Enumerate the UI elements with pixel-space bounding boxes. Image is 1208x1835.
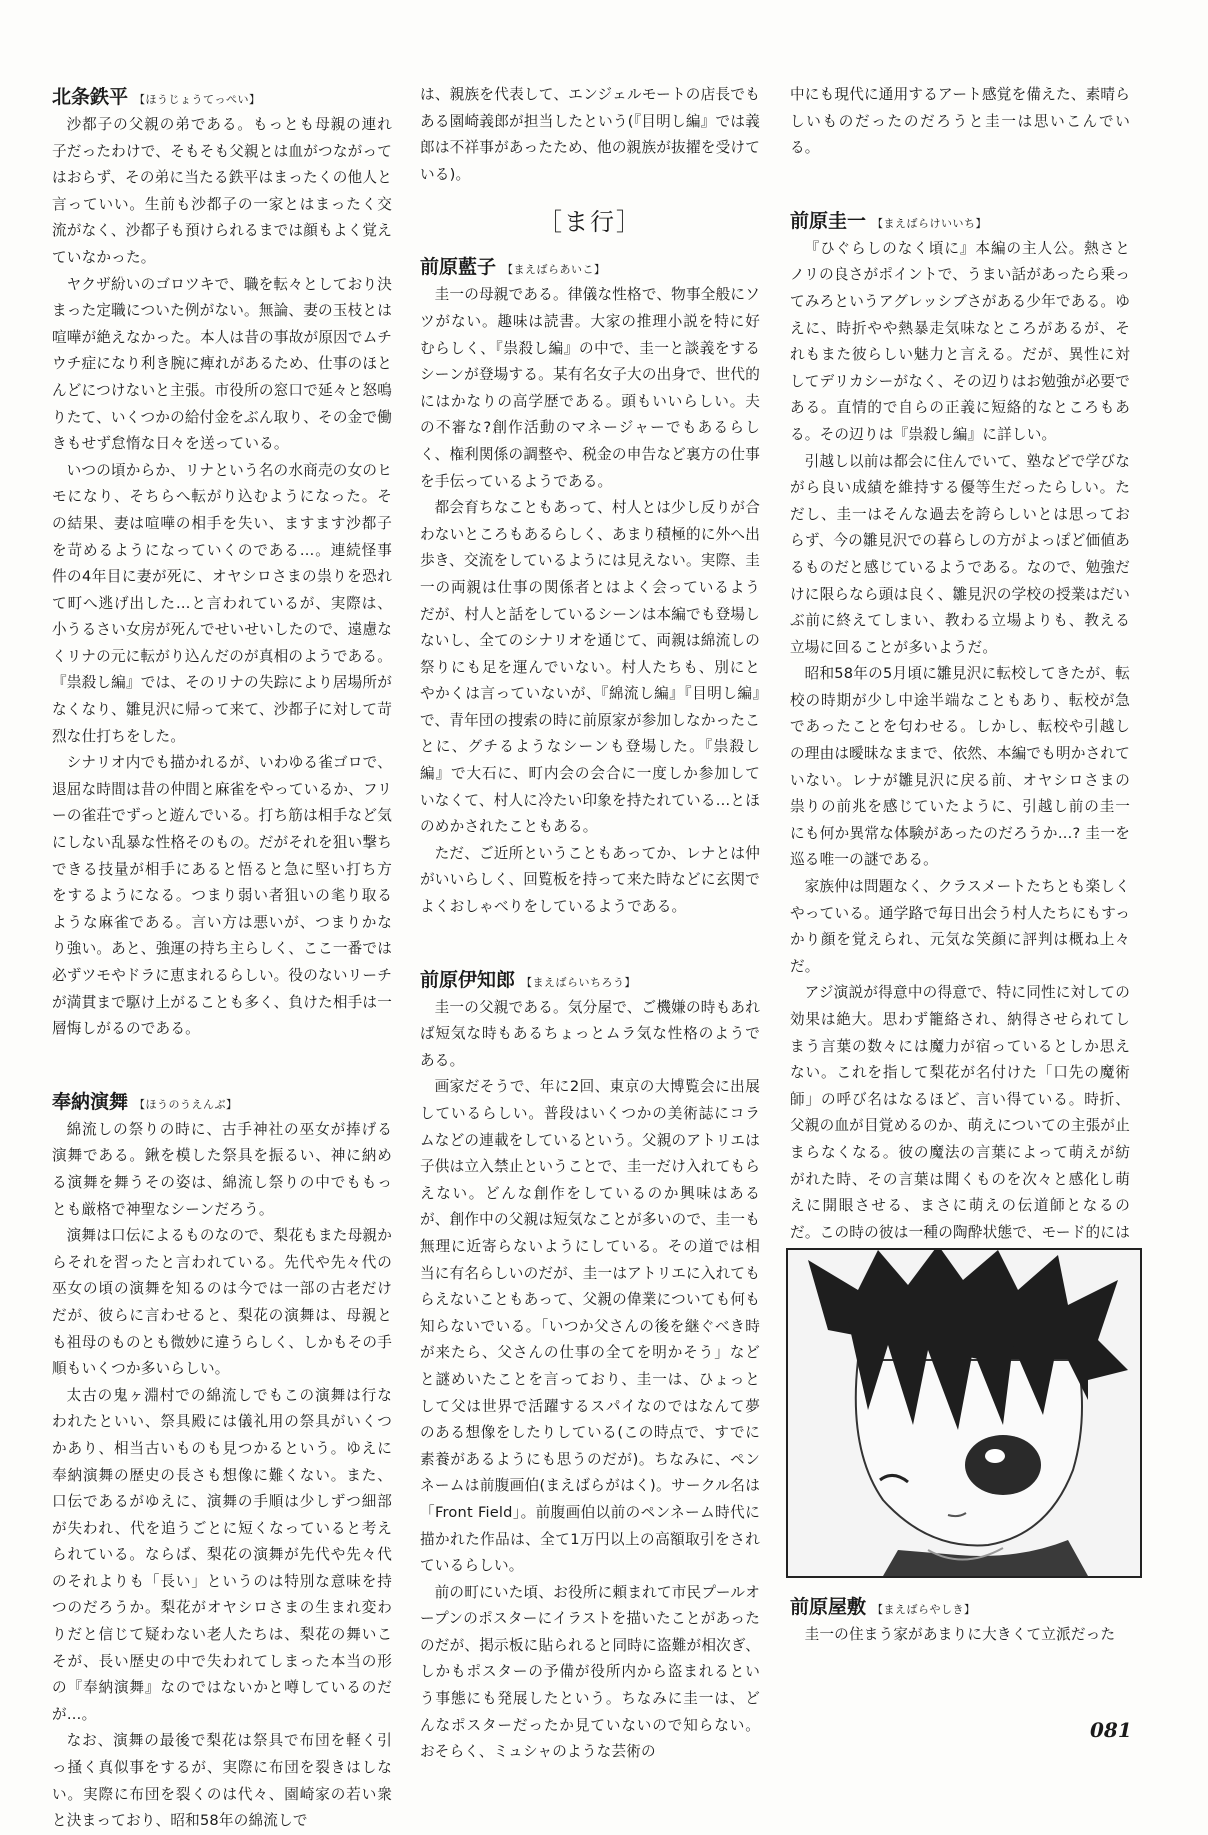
entry-spacer: [420, 921, 760, 965]
entry-reading: 【まえばらあいこ】: [502, 263, 606, 277]
column-middle: [420, 82, 760, 1766]
entry-reading: 【まえばらいちろう】: [521, 975, 637, 989]
entry-reading: 【ほうのうえんぶ】: [134, 1097, 238, 1111]
column-right-bottom: [790, 1592, 1130, 1649]
entry-paragraph: 都会育ちなこともあって、村人とは少し反りが合わないところもあるらしく、あまり積極的に外へ出歩き、交流をしているようには見えない。実際、圭一の両親は仕事の関係者とはよく会っているようだが、村人と話をしているシーンは本編でも登場しないし、全てのシナリオを通じて、両親は綿流しの祭りにも足を運んでいない。村人たちも、別にとやかくは言っていないが、『綿流し編』『目明し編』で、青年団の捜索の時に前原家が参加しなかったことに、グチるようなシーンも登場した。『祟殺し編』で大石に、町内会の会合に一度しか参加していなくて、村人に冷たい印象を持たれている…とほのめかされたこともある。: [420, 499, 760, 836]
entry-paragraph: 太古の鬼ヶ淵村での綿流しでもこの演舞は行なわれたといい、祭具殿には儀礼用の祭具がいくつかあり、相当古いものも見つかるという。ゆえに奉納演舞の歴史の長さも想像に難くない。また、口伝であるがゆえに、演舞の手順は少しずつ細部が失われ、代を追うごとに短くなっていると考えられている。ならば、梨花の演舞が先代や先々代のそれよりも「長い」というのは特別な意味を持つのだろうか。梨花がオヤシロさまの生まれ変わりだと信じて疑わない老人たちは、梨花の舞いこそが、長い歴史の中で失われてしまった本当の形の『奉納演舞』なのではないかと噂しているのだが…。: [52, 1386, 392, 1723]
entry-paragraph: 圭一の母親である。律儀な性格で、物事全般にソツがない。趣味は読書。大家の推理小説を特に好むらしく、『祟殺し編』の中で、圭一と談義をするシーンが登場する。某有名女子大の出身で、世代的にはかなりの高学歴である。頭もいいらしい。夫の不審な?創作活動のマネージャーでもあるらしく、権利関係の調整や、税金の申告など裏方の仕事を手伝っているようである。: [420, 286, 760, 490]
entry-reading: 【まえばらけいいち】: [872, 216, 988, 230]
column-left: [52, 82, 392, 1835]
entry-paragraph: 綿流しの祭りの時に、古手神社の巫女が捧げる演舞である。鍬を模した祭具を振るい、神に納める演舞を舞うその姿は、綿流し祭りの中でももっとも厳格で神聖なシーンだろう。: [52, 1120, 392, 1218]
entry-title: 前原圭一: [790, 209, 867, 232]
entry-title: 奉納演舞: [52, 1090, 129, 1113]
entry-paragraph: 昭和58年の5月頃に雛見沢に転校してきたが、転校の時期が少し中途半端なこともあり、転校が急であったことを匂わせる。しかし、転校や引越しの理由は曖昧なままで、依然、本編でも明かされていない。レナが雛見沢に戻る前、オヤシロさまの祟りの前兆を感じていたように、引越し前の圭一にも何か異常な体験があったのだろうか…? 圭一を巡る唯一の謎である。: [790, 665, 1130, 869]
continued-paragraph: 中にも現代に通用するアート感覚を備えた、素晴らしいものだったのだろうと圭一は思いこんでいる。: [790, 86, 1130, 157]
portrait-drawing: [788, 1250, 1140, 1576]
continued-paragraph: は、親族を代表して、エンジェルモートの店長でもある園崎義郎が担当したという(『目明し編』では義郎は不祥事があったため、他の親族が抜擢を受けている)。: [420, 86, 760, 183]
entry-reading: 【ほうじょうてっぺい】: [134, 93, 261, 106]
entry-paragraph: 前の町にいた頃、お役所に頼まれて市民プールオープンのポスターにイラストを描いたことがあったのだが、掲示板に貼られると同時に盗難が相次ぎ、しかもポスターの予備が役所内から盗まれるという事態にも発展したという。ちなみに圭一は、どんなポスターだったか見ていないので知らない。おそらく、ミュシャのような芸術の: [420, 1583, 760, 1761]
entry-paragraph: 引越し以前は都会に住んでいて、塾などで学びながら良い成績を維持する優等生だったらしい。ただし、圭一はそんな過去を誇らしいとは思っておらず、今の雛見沢での暮らしの方がよっぽど価値あるものだと感じているようである。なので、勉強だけに限らなら頭は良く、雛見沢の学校の授業はだいぶ前に終えてしまい、教わる立場よりも、教える立場に回ることが多いようだ。: [790, 452, 1130, 656]
entry-paragraph: 沙都子の父親の弟である。もっとも母親の連れ子だったわけで、そもそも父親とは血がつながってはおらず、その弟に当たる鉄平はまったくの他人と言っていい。生前も沙都子の一家とはまったく交流がなく、沙都子も預けられるまでは顔もよく覚えていなかった。: [52, 116, 392, 266]
entry-header: [790, 1592, 1130, 1622]
entry-paragraph: 『ひぐらしのなく頃に』本編の主人公。熱さとノリの良さがポイントで、うまい話があったら乗ってみろというアグレッシブさがある少年である。ゆえに、時折やや熱暴走気味なところがあるが、それもまた彼らしい魅力と言える。だが、異性に対してデリカシーがなく、その辺りはお勉強が必要である。直情的で自らの正義に短絡的なところもある。その辺りは『祟殺し編』に詳しい。: [790, 239, 1130, 443]
entry-paragraph: ただ、ご近所ということもあってか、レナとは仲がいいらしく、回覧板を持って来た時などに玄関でよくおしゃべりをしているようである。: [420, 844, 760, 916]
entry-title: 前原屋敷: [790, 1596, 867, 1618]
page-number: 081: [1090, 1718, 1132, 1742]
entry-header: [420, 252, 760, 282]
entry-paragraph: 圭一の住まう家があまりに大きくて立派だった: [804, 1626, 1116, 1643]
character-portrait-illustration: [786, 1248, 1142, 1578]
entry-spacer: [52, 1043, 392, 1087]
entry-paragraph: 家族仲は問題なく、クラスメートたちとも楽しくやっている。通学路で毎日出会う村人たちにもすっかり顔を覚えられ、元気な笑顔に評判は概ね上々だ。: [790, 878, 1130, 975]
column-right: [790, 82, 1130, 1353]
entry-paragraph: アジ演説が得意中の得意で、特に同性に対しての効果は絶大。思わず籠絡され、納得させられてしまう言葉の数々には魔力が宿っているとしか思えない。これを指して梨花が名付けた「口先の魔術師」の呼び名はなるほど、言い得ている。時折、父親の血が目覚めるのか、萌えについての主張が止まらなくなる。彼の魔法の言葉によって萌えが紡がれた時、その言葉は聞くものを次々と感化し萌えに開眼させる、まさに萌えの伝道師となるのだ。この時の彼は一種の陶酔状態で、モード的には: [790, 984, 1130, 1241]
entry-paragraph: 画家だそうで、年に2回、東京の大博覧会に出展しているらしい。普段はいくつかの美術誌にコラムなどの連載をしているという。父親のアトリエは子供は立入禁止ということで、圭一だけ入れてもらえない。どんな創作をしているのか興味はあるが、創作中の父親は短気なことが多いので、圭一も無理に近寄らないようにしている。その道では相当に有名らしいのだが、圭一はアトリエに入れてもらえないこともあって、父親の偉業についても何も知らないでいる。「いつか父さんの後を継ぐべき時が来たら、父さんの仕事の全てを明かそう」などと謎めいたことを言っており、圭一は、ひょっとして父は世界で活躍するスパイなのではなんて夢のある想像をしたりしている(この時点で、すでに素養があるようにも思うのだが)。ちなみに、ペンネームは前腹画伯(まえばらがはく)。サークル名は「Front Field」。前腹画伯以前のペンネーム時代に描かれた作品は、全て1万円以上の高額取引をされているらしい。: [420, 1078, 760, 1575]
entry-title: 前原藍子: [420, 256, 497, 279]
entry-paragraph: シナリオ内でも描かれるが、いわゆる雀ゴロで、退屈な時間は昔の仲間と麻雀をやっているか、フリーの雀荘でずっと遊んでいる。打ち筋は相手など気にしない乱暴な性格そのもの。だがそれを狙い撃ちできる技量が相手にあると悟ると急に堅い打ち方をするようになる。つまり弱い者狙いの毟り取るような麻雀である。言い方は悪いが、つまりかなり強い。あと、強運の持ち主らしく、ここ一番では必ずツモやドラに恵まれるらしい。役のないリーチが満貫まで駆け上がることも多く、負けた相手は一層悔しがるのである。: [52, 754, 392, 1038]
entry-paragraph: ヤクザ紛いのゴロツキで、職を転々としており決まった定職についた例がない。無論、妻の玉枝とは喧嘩が絶えなかった。本人は昔の事故が原因でムチウチ症になり利き腕に痺れがあるため、仕事のほとんどにつけないと主張。市役所の窓口で延々と怒鳴りたて、いくつかの給付金をぶん取り、その金で働きもせず怠惰な日々を送っている。: [52, 275, 392, 453]
entry-title: 北条鉄平: [52, 86, 129, 108]
entry-title: 前原伊知郎: [420, 968, 516, 991]
entry-paragraph: いつの頃からか、リナという名の水商売の女のヒモになり、そちらへ転がり込むようになった。その結果、妻は喧嘩の相手を失い、ますます沙都子を苛めるようになっていくのである…。連続怪事件の4年目に妻が死に、オヤシロさまの祟りを恐れて町へ逃げ出した…と言われているが、実際は、小うるさい女房が死んでせいせいしたので、遠慮なくリナの元に転がり込んだのが真相のようである。『祟殺し編』では、そのリナの失踪により居場所がなくなり、雛見沢に帰って来て、沙都子に対して苛烈な仕打ちをした。: [52, 461, 392, 745]
entry-paragraph: なお、演舞の最後で梨花は祭具で布団を軽く引っ掻く真似事をするが、実際に布団を裂きはしない。実際に布団を裂くのは代々、園崎家の若い衆と決まっており、昭和58年の綿流しで: [52, 1732, 392, 1830]
entry-reading: 【まえばらやしき】: [872, 1603, 976, 1616]
entry-spacer: [790, 162, 1130, 206]
section-label: ［ま行］: [538, 208, 642, 237]
entry-header: [790, 206, 1130, 236]
entry-header: [420, 965, 760, 995]
entry-header: [52, 82, 392, 112]
entry-paragraph: 演舞は口伝によるものなので、梨花もまた母親からそれを習ったと言われている。先代や先々代の巫女の頃の演舞を知るのは今では一部の古老だけだが、彼らに言わせると、梨花の演舞は、母親とも祖母のものとも微妙に違うらしく、しかもその手順もいくつか多いらしい。: [52, 1227, 392, 1378]
entry-header: [52, 1087, 392, 1117]
section-header: [420, 202, 760, 242]
entry-paragraph: 圭一の父親である。気分屋で、ご機嫌の時もあれば短気な時もあるちょっとムラ気な性格のようである。: [420, 998, 760, 1069]
